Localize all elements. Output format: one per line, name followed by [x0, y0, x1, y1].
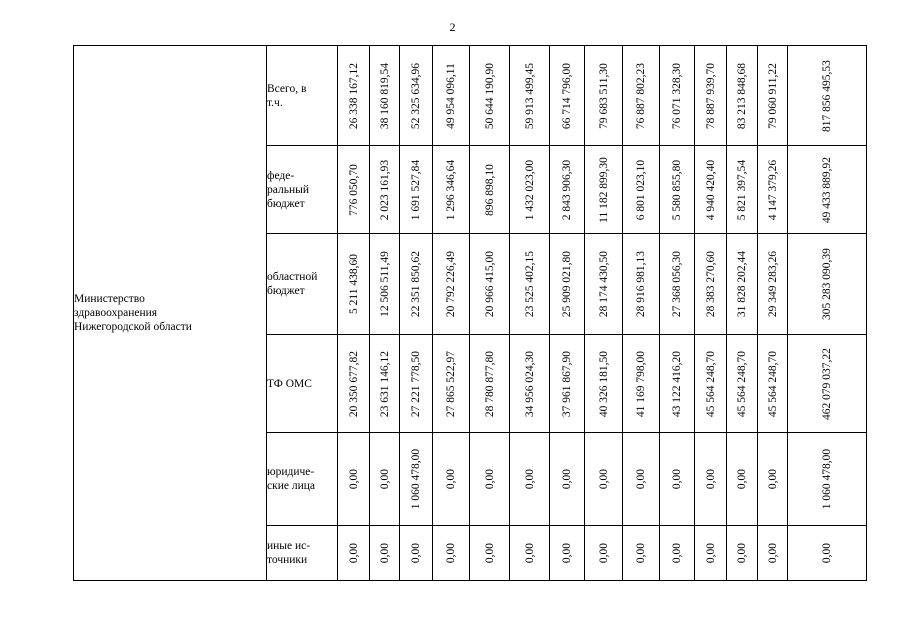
amount-cell: [585, 146, 623, 234]
amount-value: 1 060 478,00: [410, 448, 422, 510]
amount-value: 49 954 096,11: [445, 62, 457, 129]
total-value: 0,00: [821, 542, 833, 564]
amount-cell: [433, 46, 470, 146]
amount-value: 5 211 438,60: [347, 254, 360, 314]
amount-value: 0,00: [597, 468, 610, 490]
amount-value: 0,00: [378, 468, 391, 490]
amount-cell: [585, 433, 623, 526]
amount-value: 4 147 379,26: [766, 159, 779, 220]
amount-cell: [758, 46, 788, 146]
amount-cell: [550, 146, 585, 234]
amount-cell: [660, 146, 695, 234]
amount-cell: [400, 433, 433, 526]
funding-source-label-line: бюджет: [267, 285, 305, 297]
amount-value: 26 338 167,12: [347, 62, 360, 129]
amount-value: 59 913 499,45: [523, 62, 536, 129]
amount-cell: [370, 46, 400, 146]
total-cell: [788, 234, 867, 335]
organization-cell: [74, 46, 267, 581]
amount-cell: [338, 46, 370, 146]
amount-cell: [370, 433, 400, 526]
funding-source-label-line: точники: [267, 554, 308, 566]
amount-value: 27 221 778,50: [410, 350, 422, 417]
total-value: 1 060 478,00: [821, 448, 833, 510]
amount-value: 38 160 819,54: [378, 62, 391, 129]
amount-value: 1 691 527,84: [410, 159, 422, 220]
amount-value: 0,00: [523, 468, 536, 490]
amount-value: 12 506 511,49: [378, 251, 391, 317]
amount-value: 0,00: [347, 468, 360, 490]
amount-cell: [338, 234, 370, 335]
amount-cell: [338, 146, 370, 234]
amount-value: 79 683 511,30: [597, 62, 610, 129]
amount-cell: [433, 146, 470, 234]
amount-value: 34 956 024,30: [523, 350, 536, 417]
amount-value: 23 631 146,12: [378, 350, 391, 417]
amount-value: 0,00: [766, 468, 779, 490]
funding-source-label-line: иные ис-: [267, 540, 311, 552]
amount-value: 20 792 226,49: [445, 250, 457, 318]
funding-source-label-line: Всего, в: [267, 82, 307, 95]
amount-cell: [623, 234, 660, 335]
total-cell: [788, 335, 867, 433]
amount-value: 27 865 522,97: [445, 350, 457, 417]
funding-source-label-line: юридиче-: [267, 466, 315, 478]
amount-value: 25 909 021,80: [561, 250, 573, 318]
table-row: [74, 46, 867, 146]
amount-value: 0,00: [597, 542, 610, 564]
amount-value: 0,00: [410, 542, 422, 564]
amount-value: 76 071 328,30: [671, 62, 683, 129]
amount-cell: [758, 433, 788, 526]
amount-cell: [695, 46, 727, 146]
amount-cell: [695, 146, 727, 234]
funding-source-label: [267, 526, 338, 581]
amount-value: 0,00: [347, 542, 360, 564]
amount-cell: [727, 433, 758, 526]
amount-cell: [370, 146, 400, 234]
amount-value: 20 966 415,00: [483, 250, 496, 318]
amount-value: 5 821 397,54: [736, 159, 748, 220]
amount-value: 11 182 899,30: [597, 156, 610, 223]
amount-cell: [550, 46, 585, 146]
organization-name-line: здравоохранения: [74, 307, 158, 319]
amount-value: 23 525 402,15: [523, 250, 536, 318]
amount-cell: [338, 526, 370, 581]
amount-cell: [400, 234, 433, 335]
amount-cell: [510, 433, 550, 526]
amount-cell: [660, 526, 695, 581]
amount-cell: [400, 526, 433, 581]
amount-value: 27 368 056,30: [671, 250, 683, 318]
amount-cell: [470, 46, 510, 146]
amount-value: 52 325 634,96: [410, 62, 422, 129]
amount-cell: [660, 46, 695, 146]
funding-source-label-line: феде-: [267, 169, 295, 182]
amount-value: 0,00: [378, 542, 391, 564]
amount-value: 0,00: [561, 468, 573, 490]
amount-cell: [370, 335, 400, 433]
amount-cell: [470, 433, 510, 526]
amount-value: 0,00: [561, 542, 573, 564]
funding-source-label-line: областной: [267, 271, 318, 283]
amount-value: 40 326 181,50: [597, 350, 610, 417]
amount-value: 896 898,10: [483, 163, 496, 216]
amount-value: 0,00: [635, 468, 647, 490]
amount-value: 0,00: [523, 542, 536, 564]
amount-value: 79 060 911,22: [766, 62, 779, 129]
funding-source-label-line: бюджет: [267, 197, 305, 210]
amount-cell: [510, 234, 550, 335]
amount-value: 0,00: [736, 542, 748, 564]
amount-cell: [400, 335, 433, 433]
amount-value: 1 296 346,64: [445, 159, 457, 220]
total-cell: [788, 526, 867, 581]
amount-cell: [550, 433, 585, 526]
amount-cell: [727, 234, 758, 335]
funding-source-label: [267, 234, 338, 335]
amount-value: 31 828 202,44: [736, 250, 748, 318]
amount-cell: [758, 146, 788, 234]
funding-source-label-line: ские лица: [267, 480, 315, 492]
amount-cell: [510, 335, 550, 433]
amount-value: 1 432 023,00: [523, 159, 536, 220]
amount-cell: [510, 46, 550, 146]
amount-cell: [433, 234, 470, 335]
amount-cell: [727, 146, 758, 234]
amount-cell: [370, 526, 400, 581]
amount-value: 37 961 867,90: [561, 350, 573, 417]
funding-source-label: [267, 433, 338, 526]
amount-value: 0,00: [483, 468, 496, 490]
funding-source-label: [267, 146, 338, 234]
amount-value: 2 023 161,93: [378, 159, 391, 220]
total-cell: [788, 146, 867, 234]
amount-value: 28 383 270,60: [704, 250, 717, 318]
amount-value: 78 887 939,70: [704, 62, 717, 129]
amount-cell: [695, 433, 727, 526]
amount-value: 45 564 248,70: [736, 350, 748, 417]
amount-value: 66 714 796,00: [561, 62, 573, 129]
amount-value: 22 351 850,62: [410, 250, 422, 318]
amount-cell: [758, 526, 788, 581]
amount-value: 43 122 416,20: [671, 350, 683, 417]
amount-cell: [695, 234, 727, 335]
amount-cell: [623, 433, 660, 526]
amount-cell: [585, 526, 623, 581]
amount-value: 0,00: [671, 468, 683, 490]
funding-source-label-line: т.ч.: [267, 96, 283, 109]
amount-cell: [727, 335, 758, 433]
amount-value: 0,00: [483, 542, 496, 564]
amount-value: 2 843 906,30: [561, 159, 573, 220]
amount-cell: [623, 526, 660, 581]
organization-name-line: Нижегородской области: [74, 321, 192, 333]
amount-cell: [585, 335, 623, 433]
amount-value: 0,00: [704, 542, 717, 564]
amount-cell: [585, 234, 623, 335]
funding-source-label: [267, 335, 338, 433]
amount-value: 0,00: [445, 468, 457, 490]
amount-value: 0,00: [704, 468, 717, 490]
amount-cell: [510, 146, 550, 234]
amount-value: 83 213 848,68: [736, 62, 748, 129]
amount-cell: [623, 146, 660, 234]
amount-value: 776 050,70: [347, 163, 360, 216]
amount-cell: [695, 335, 727, 433]
amount-cell: [695, 526, 727, 581]
amount-cell: [550, 234, 585, 335]
total-value: 49 433 889,92: [821, 156, 833, 223]
budget-table: [73, 45, 867, 581]
amount-cell: [660, 433, 695, 526]
amount-value: 28 780 877,80: [483, 350, 496, 417]
amount-cell: [433, 526, 470, 581]
amount-cell: [585, 46, 623, 146]
organization-name-line: Министерство: [74, 293, 145, 305]
amount-cell: [470, 234, 510, 335]
funding-source-label-line: ТФ ОМС: [267, 377, 312, 390]
amount-value: 5 580 855,80: [671, 159, 683, 220]
amount-value: 0,00: [445, 542, 457, 564]
amount-cell: [758, 335, 788, 433]
funding-source-label: [267, 46, 338, 146]
total-cell: [788, 46, 867, 146]
amount-cell: [660, 335, 695, 433]
amount-cell: [470, 146, 510, 234]
amount-value: 0,00: [635, 542, 647, 564]
amount-cell: [370, 234, 400, 335]
amount-value: 76 887 802,23: [635, 62, 647, 129]
total-value: 462 079 037,22: [821, 347, 833, 420]
total-value: 305 283 090,39: [821, 248, 833, 320]
amount-cell: [470, 335, 510, 433]
amount-value: 50 644 190,90: [483, 62, 496, 129]
amount-value: 45 564 248,70: [766, 350, 779, 417]
amount-cell: [470, 526, 510, 581]
amount-cell: [727, 46, 758, 146]
amount-cell: [758, 234, 788, 335]
amount-cell: [400, 146, 433, 234]
amount-value: 4 940 420,40: [704, 159, 717, 220]
amount-cell: [433, 433, 470, 526]
amount-value: 28 916 981,13: [635, 250, 647, 318]
amount-value: 0,00: [736, 468, 748, 490]
page-number: 2: [449, 20, 456, 34]
amount-value: 28 174 430,50: [597, 250, 610, 318]
amount-cell: [623, 335, 660, 433]
amount-value: 0,00: [766, 542, 779, 564]
amount-cell: [510, 526, 550, 581]
total-cell: [788, 433, 867, 526]
amount-cell: [550, 335, 585, 433]
amount-cell: [550, 526, 585, 581]
total-value: 817 856 495,53: [821, 59, 833, 132]
amount-cell: [433, 335, 470, 433]
amount-value: 45 564 248,70: [704, 350, 717, 417]
amount-value: 20 350 677,82: [347, 350, 360, 417]
amount-cell: [623, 46, 660, 146]
amount-cell: [400, 46, 433, 146]
amount-cell: [727, 526, 758, 581]
amount-cell: [338, 335, 370, 433]
amount-value: 6 801 023,10: [635, 159, 647, 220]
funding-source-label-line: ральный: [267, 183, 309, 196]
amount-value: 29 349 283,26: [766, 250, 779, 318]
amount-cell: [660, 234, 695, 335]
amount-value: 0,00: [671, 542, 683, 564]
amount-value: 41 169 798,00: [635, 350, 647, 417]
amount-cell: [338, 433, 370, 526]
